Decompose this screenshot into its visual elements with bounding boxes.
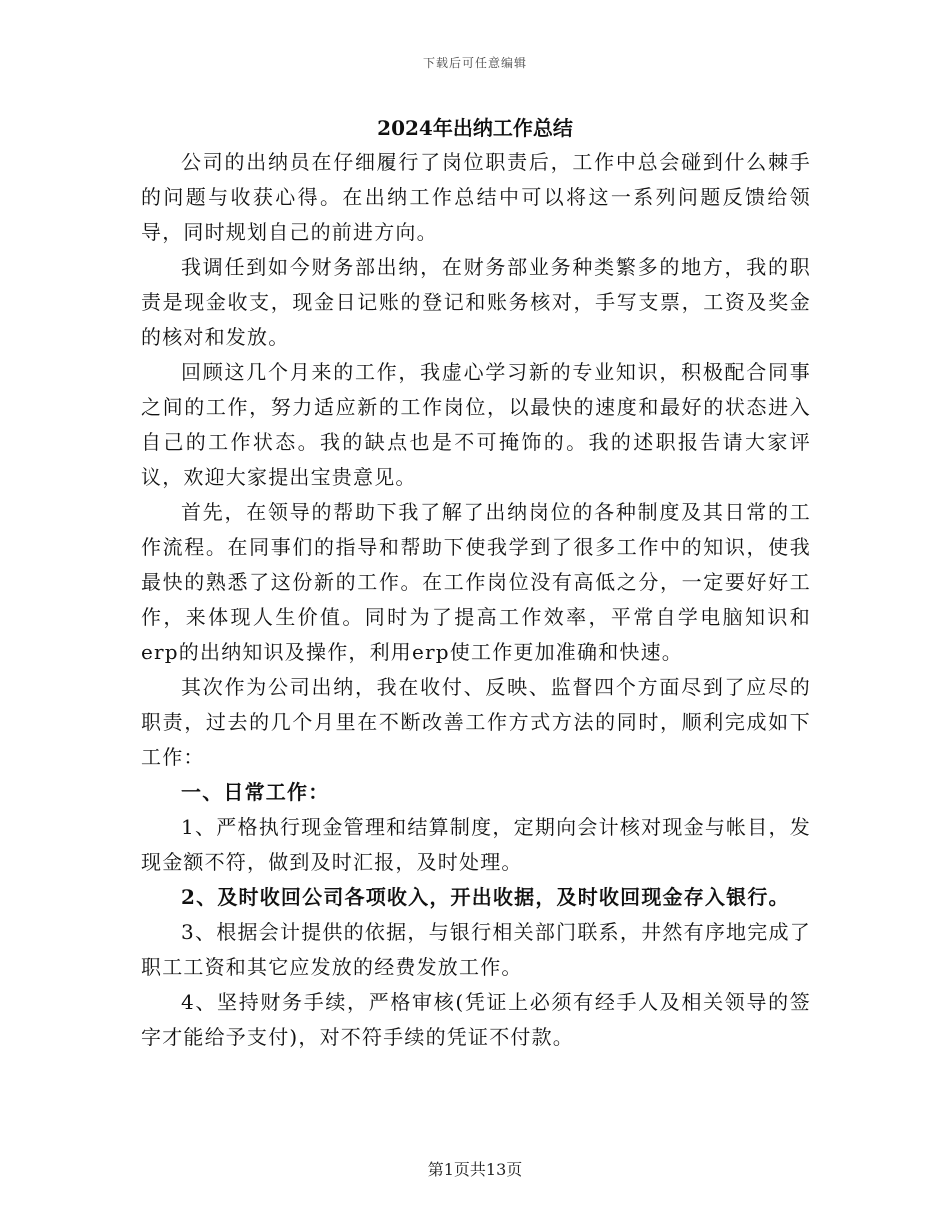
list-item: 2、及时收回公司各项收入，开出收据，及时收回现金存入银行。 <box>181 885 790 909</box>
header-note: 下载后可任意编辑 <box>422 56 527 70</box>
list-item: 3、根据会计提供的依据，与银行相关部门联系，井然有序地完成了职工工资和其它应发放的经费发放工作。 <box>141 920 811 979</box>
page-indicator: 第1页共13页 <box>427 1160 523 1179</box>
section-heading: 一、日常工作： <box>181 780 330 804</box>
list-item: 4、坚持财务手续，严格审核(凭证上必须有经手人及相关领导的签字才能给予支付)，对不符手续的凭证不付款。 <box>141 990 811 1049</box>
paragraph: 我调任到如今财务部出纳，在财务部业务种类繁多的地方，我的职责是现金收支，现金日记账的登记和账务核对，手写支票，工资及奖金的核对和发放。 <box>141 255 811 349</box>
document-title: 2024年出纳工作总结 <box>377 116 573 140</box>
paragraph: 首先，在领导的帮助下我了解了出纳岗位的各种制度及其日常的工作流程。在同事们的指导和帮助下使我学到了很多工作中的知识，使我最快的熟悉了这份新的工作。在工作岗位没有高低之分，一定要好好工作，来体现人生价值。同时为了提高工作效率，平常自学电脑知识和erp的出纳知识及操作，利用erp使工作更加准确和快速。 <box>141 500 811 664</box>
document-body <box>141 145 811 1055</box>
paragraph: 公司的出纳员在仔细履行了岗位职责后，工作中总会碰到什么棘手的问题与收获心得。在出纳工作总结中可以将这一系列问题反馈给领导，同时规划自己的前进方向。 <box>141 150 811 244</box>
list-item: 1、严格执行现金管理和结算制度，定期向会计核对现金与帐目，发现金额不符，做到及时汇报，及时处理。 <box>141 815 811 874</box>
paragraph: 其次作为公司出纳，我在收付、反映、监督四个方面尽到了应尽的职责，过去的几个月里在不断改善工作方式方法的同时，顺利完成如下工作： <box>141 675 811 769</box>
paragraph: 回顾这几个月来的工作，我虚心学习新的专业知识，积极配合同事之间的工作，努力适应新的工作岗位，以最快的速度和最好的状态进入自己的工作状态。我的缺点也是不可掩饰的。我的述职报告请大家评议，欢迎大家提出宝贵意见。 <box>141 360 811 489</box>
